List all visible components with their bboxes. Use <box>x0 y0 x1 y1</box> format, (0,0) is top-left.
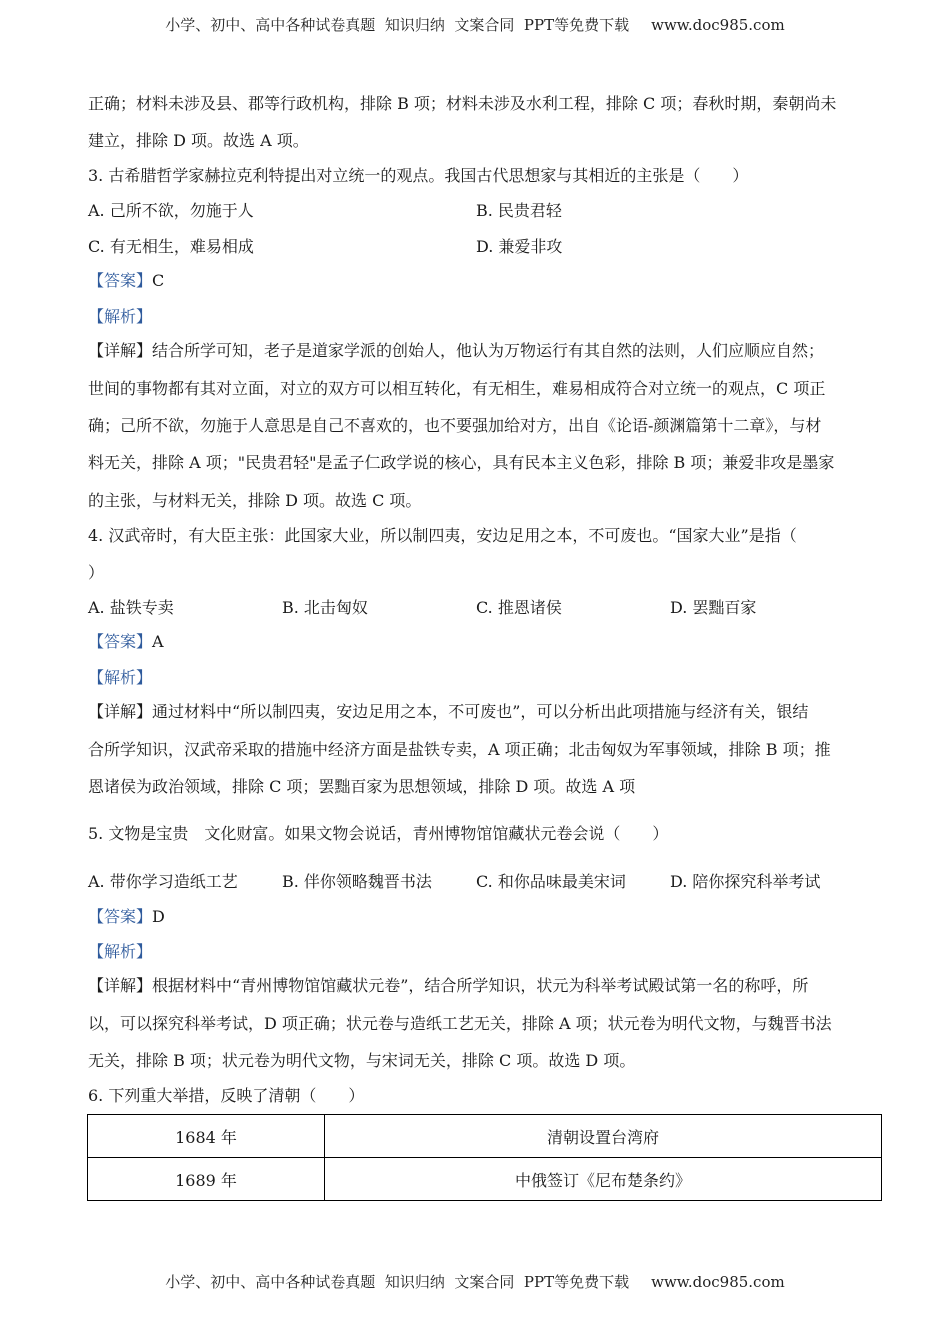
q3-analysis-tag: 【解析】 <box>88 307 153 326</box>
detail-text: 通过材料中“所以制四夷，安边足用之本，不可废也”，可以分析出此项措施与经济有关，银结 <box>152 702 809 721</box>
q3-detail-5: 的主张，与材料无关，排除 D 项。故选 C 项。 <box>88 491 422 510</box>
q5-detail-1 <box>88 973 808 996</box>
intro-line-1: 正确；材料未涉及县、郡等行政机构，排除 B 项；材料未涉及水利工程，排除 C 项；春秋时期，秦朝尚未 <box>88 94 837 113</box>
q4-analysis-tag: 【解析】 <box>88 668 153 687</box>
table-cell-event: 清朝设置台湾府 <box>325 1115 882 1158</box>
q3-option-a: A. 己所不欲，勿施于人 <box>88 201 254 220</box>
q5-answer <box>88 904 165 927</box>
detail-text: 结合所学可知，老子是道家学派的创始人，他认为万物运行有其自然的法则，人们应顺应自然； <box>152 341 825 360</box>
q6-stem: 6. 下列重大举措，反映了清朝（ ） <box>88 1086 365 1105</box>
intro-line-2: 建立，排除 D 项。故选 A 项。 <box>88 131 309 150</box>
q3-answer <box>88 268 164 291</box>
q4-detail-3: 恩诸侯为政治领域，排除 C 项；罢黜百家为思想领域，排除 D 项。故选 A 项 <box>88 777 636 796</box>
detail-tag: 【详解】 <box>88 976 153 995</box>
table-cell-year: 1689 年 <box>88 1158 325 1201</box>
header-text: 小学、初中、高中各种试卷真题 知识归纳 文案合同 PPT等免费下载 <box>165 16 630 34</box>
q5-option-a: A. 带你学习造纸工艺 <box>88 872 238 891</box>
q3-detail-1 <box>88 338 824 361</box>
q4-stem-2: ） <box>88 563 105 582</box>
page-footer <box>0 1271 950 1292</box>
answer-tag: 【答案】 <box>88 907 153 926</box>
q5-option-d: D. 陪你探究科举考试 <box>670 872 821 891</box>
q6-table <box>87 1114 882 1201</box>
header-site-link[interactable]: www.doc985.com <box>651 16 785 34</box>
q3-stem: 3. 古希腊哲学家赫拉克利特提出对立统一的观点。我国古代思想家与其相近的主张是（ ） <box>88 166 749 185</box>
q4-option-d: D. 罢黜百家 <box>670 598 757 617</box>
table-row <box>88 1115 882 1158</box>
answer-tag: 【答案】 <box>88 271 153 290</box>
q4-answer <box>88 629 164 652</box>
q3-option-c: C. 有无相生，难易相成 <box>88 237 254 256</box>
detail-tag: 【详解】 <box>88 702 153 721</box>
q4-option-b: B. 北击匈奴 <box>282 598 368 617</box>
q3-option-b: B. 民贵君轻 <box>476 201 562 220</box>
q3-detail-4: 料无关，排除 A 项；"民贵君轻"是孟子仁政学说的核心，具有民本主义色彩，排除 B 项；兼爱非攻是墨家 <box>88 453 835 472</box>
q5-stem: 5. 文物是宝贵 文化财富。如果文物会说话，青州博物馆馆藏状元卷会说（ ） <box>88 824 669 843</box>
q5-option-b: B. 伴你领略魏晋书法 <box>282 872 432 891</box>
q3-option-d: D. 兼爱非攻 <box>476 237 563 256</box>
detail-text: 根据材料中“青州博物馆馆藏状元卷”，结合所学知识，状元为科举考试殿试第一名的称呼，所 <box>152 976 809 995</box>
q4-detail-2: 合所学知识，汉武帝采取的措施中经济方面是盐铁专卖，A 项正确；北击匈奴为军事领域，排除 B 项；推 <box>88 740 831 759</box>
detail-tag: 【详解】 <box>88 341 153 360</box>
answer-value: D <box>152 907 165 926</box>
answer-value: C <box>152 271 165 290</box>
footer-site-link[interactable]: www.doc985.com <box>651 1273 785 1291</box>
table-row <box>88 1158 882 1201</box>
q5-analysis-tag: 【解析】 <box>88 942 153 961</box>
answer-tag: 【答案】 <box>88 632 153 651</box>
q4-detail-1 <box>88 699 808 722</box>
q3-detail-2: 世间的事物都有其对立面，对立的双方可以相互转化，有无相生，难易相成符合对立统一的观点，C 项正 <box>88 379 826 398</box>
q5-option-c: C. 和你品味最美宋词 <box>476 872 626 891</box>
q4-option-a: A. 盐铁专卖 <box>88 598 174 617</box>
q4-stem-1: 4. 汉武帝时，有大臣主张：此国家大业，所以制四夷，安边足用之本，不可废也。“国家大业”是指（ <box>88 526 797 545</box>
footer-text: 小学、初中、高中各种试卷真题 知识归纳 文案合同 PPT等免费下载 <box>165 1273 630 1291</box>
page-header <box>0 14 950 35</box>
q3-detail-3: 确；己所不欲，勿施于人意思是自己不喜欢的，也不要强加给对方，出自《论语-颜渊篇第十二章》，与材 <box>88 416 822 435</box>
table-cell-year: 1684 年 <box>88 1115 325 1158</box>
q5-detail-2: 以，可以探究科举考试，D 项正确；状元卷与造纸工艺无关，排除 A 项；状元卷为明代文物，与魏晋书法 <box>88 1014 832 1033</box>
q5-detail-3: 无关，排除 B 项；状元卷为明代文物，与宋词无关，排除 C 项。故选 D 项。 <box>88 1051 636 1070</box>
answer-value: A <box>152 632 164 651</box>
table-cell-event: 中俄签订《尼布楚条约》 <box>325 1158 882 1201</box>
q4-option-c: C. 推恩诸侯 <box>476 598 562 617</box>
